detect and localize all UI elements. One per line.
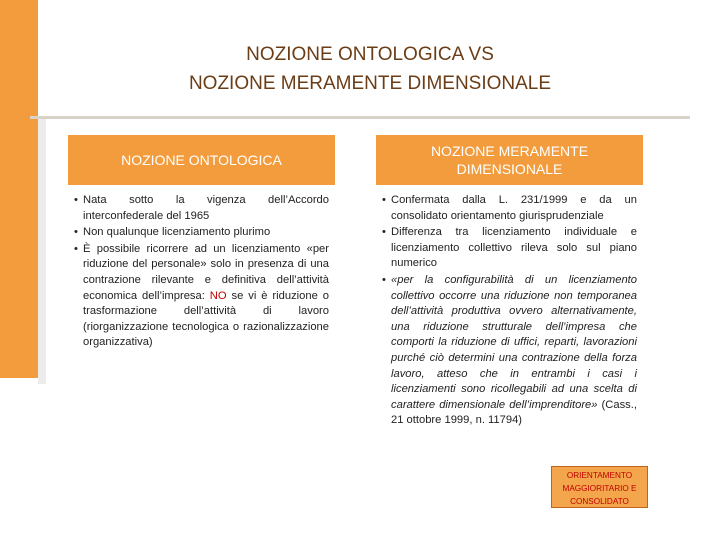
badge-line-3: CONSOLIDATO [570,497,629,506]
list-item [382,193,637,224]
bullet-text [391,273,637,429]
bullet-icon: • [74,194,78,206]
bullet-text-post: se vi è riduzione o trasformazione dell’attività di lavoro (riorganizzazione tecnologica o razionalizzazione organizzativa) [83,289,329,349]
bullet-text: Differenza tra licenziamento individuale e licenziamento collettivo rileva solo sul piano numerico [391,226,637,270]
badge-line-2: MAGGIORITARIO E [562,484,637,493]
bullet-text: Non qualunque licenziamento plurimo [83,226,271,239]
badge-line-1: ORIENTAMENTO [566,471,633,480]
decorative-bar-shadow [38,118,46,384]
slide-title [60,40,680,98]
bullet-text-pre: È possibile ricorrere ad un licenziamento «per riduzione del personale» solo in presenza di una contrazione rilevante e definitiva dell’attività economica dell’impresa: [83,242,329,302]
column-header-ontological: NOZIONE ONTOLOGICA [68,135,335,185]
column-header-dimensional: NOZIONE MERAMENTE DIMENSIONALE [376,135,643,185]
list-item [382,273,637,429]
bullet-icon: • [382,194,386,206]
bullet-icon: • [382,273,386,286]
decorative-left-bar [0,0,38,378]
bullet-text: Nata sotto la vigenza dell’Accordo interconfederale del 1965 [83,194,329,222]
list-item [74,242,329,351]
column-ontological [68,135,335,352]
title-line-1: NOZIONE ONTOLOGICA VS [246,44,494,65]
list-item [382,225,637,272]
list-item [74,225,329,241]
no-highlight: NO [209,289,227,302]
column-dimensional [376,135,643,430]
title-divider [30,116,690,119]
orientation-badge [551,466,648,508]
bullet-icon: • [74,226,78,239]
bullet-icon: • [382,226,386,239]
case-law-quote: «per la configurabilità di un licenziamento collettivo occorre una riduzione non temporanea dell’attività produttiva ovvero alternativamente, una riduzione strutturale dell’impresa che comporti la riduzione di uffici, reparti, lavorazioni purché ciò determini una contrazione della forza lavoro, atteso che in entrambi i casi i licenziamenti sono ricollegabili ad una scelta di carattere dimensionale dell’imprenditore» [391,273,637,411]
column-body-ontological [68,185,335,351]
case-citation: (Cass., 21 ottobre 1999, n. 11794) [391,398,637,427]
bullet-text [83,242,329,351]
bullet-icon: • [74,242,78,255]
bullet-text: Confermata dalla L. 231/1999 e da un consolidato orientamento giurisprudenziale [391,194,637,222]
column-body-dimensional [376,185,643,429]
list-item [74,193,329,224]
title-line-2: NOZIONE MERAMENTE DIMENSIONALE [188,73,552,94]
